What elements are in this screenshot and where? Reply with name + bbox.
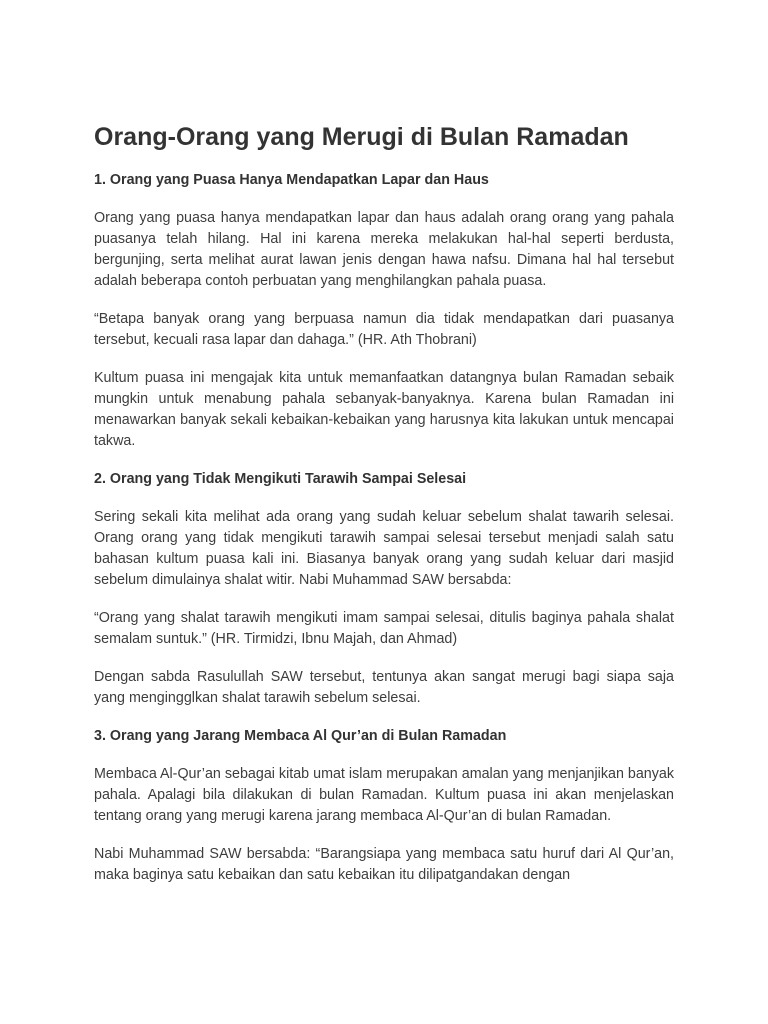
paragraph: Nabi Muhammad SAW bersabda: “Barangsiapa yang membaca satu huruf dari Al Qur’an, maka baginya satu kebaikan dan satu kebaikan itu dilipatgandakan dengan: [94, 846, 674, 883]
paragraph: Sering sekali kita melihat ada orang yang sudah keluar sebelum shalat tawarih selesai. Orang orang yang tidak mengikuti tarawih sampai selesai tersebut menjadi salah satu bahasan kultum puasa kali ini. Biasanya banyak orang yang sudah keluar dari masjid sebelum dimulainya shalat witir. Nabi Muhammad SAW bersabda:: [94, 509, 674, 588]
section-2: [94, 469, 674, 709]
section-heading: 1. Orang yang Puasa Hanya Mendapatkan Lapar dan Haus: [94, 172, 489, 188]
section-1: [94, 170, 674, 452]
section-heading: 2. Orang yang Tidak Mengikuti Tarawih Sampai Selesai: [94, 471, 467, 487]
document-page: [94, 120, 674, 903]
document-title: Orang-Orang yang Merugi di Bulan Ramadan: [94, 123, 629, 151]
paragraph: Membaca Al-Qur’an sebagai kitab umat islam merupakan amalan yang menjanjikan banyak pahala. Apalagi bila dilakukan di bulan Ramadan. Kultum puasa ini akan menjelaskan tentang orang yang merugi karena jarang membaca Al-Qur’an di bulan Ramadan.: [94, 766, 674, 824]
quote-paragraph: “Betapa banyak orang yang berpuasa namun dia tidak mendapatkan dari puasanya tersebut, kecuali rasa lapar dan dahaga.” (HR. Ath Thobrani): [94, 311, 674, 348]
section-3: [94, 726, 674, 886]
paragraph: Kultum puasa ini mengajak kita untuk memanfaatkan datangnya bulan Ramadan sebaik mungkin untuk menabung pahala sebanyak-banyaknya. Karena bulan Ramadan ini menawarkan banyak sekali kebaikan-kebaikan yang harusnya kita lakukan untuk mencapai takwa.: [94, 370, 674, 449]
paragraph: Orang yang puasa hanya mendapatkan lapar dan haus adalah orang orang yang pahala puasanya telah hilang. Hal ini karena mereka melakukan hal-hal seperti berdusta, bergunjing, serta melihat aurat lawan jenis dengan hawa nafsu. Dimana hal hal tersebut adalah beberapa contoh perbuatan yang menghilangkan pahala puasa.: [94, 210, 674, 289]
section-heading: 3. Orang yang Jarang Membaca Al Qur’an di Bulan Ramadan: [94, 728, 507, 744]
paragraph: Dengan sabda Rasulullah SAW tersebut, tentunya akan sangat merugi bagi siapa saja yang mengingglkan shalat tarawih sebelum selesai.: [94, 669, 674, 706]
quote-paragraph: “Orang yang shalat tarawih mengikuti imam sampai selesai, ditulis baginya pahala shalat semalam suntuk.” (HR. Tirmidzi, Ibnu Majah, dan Ahmad): [94, 610, 674, 647]
